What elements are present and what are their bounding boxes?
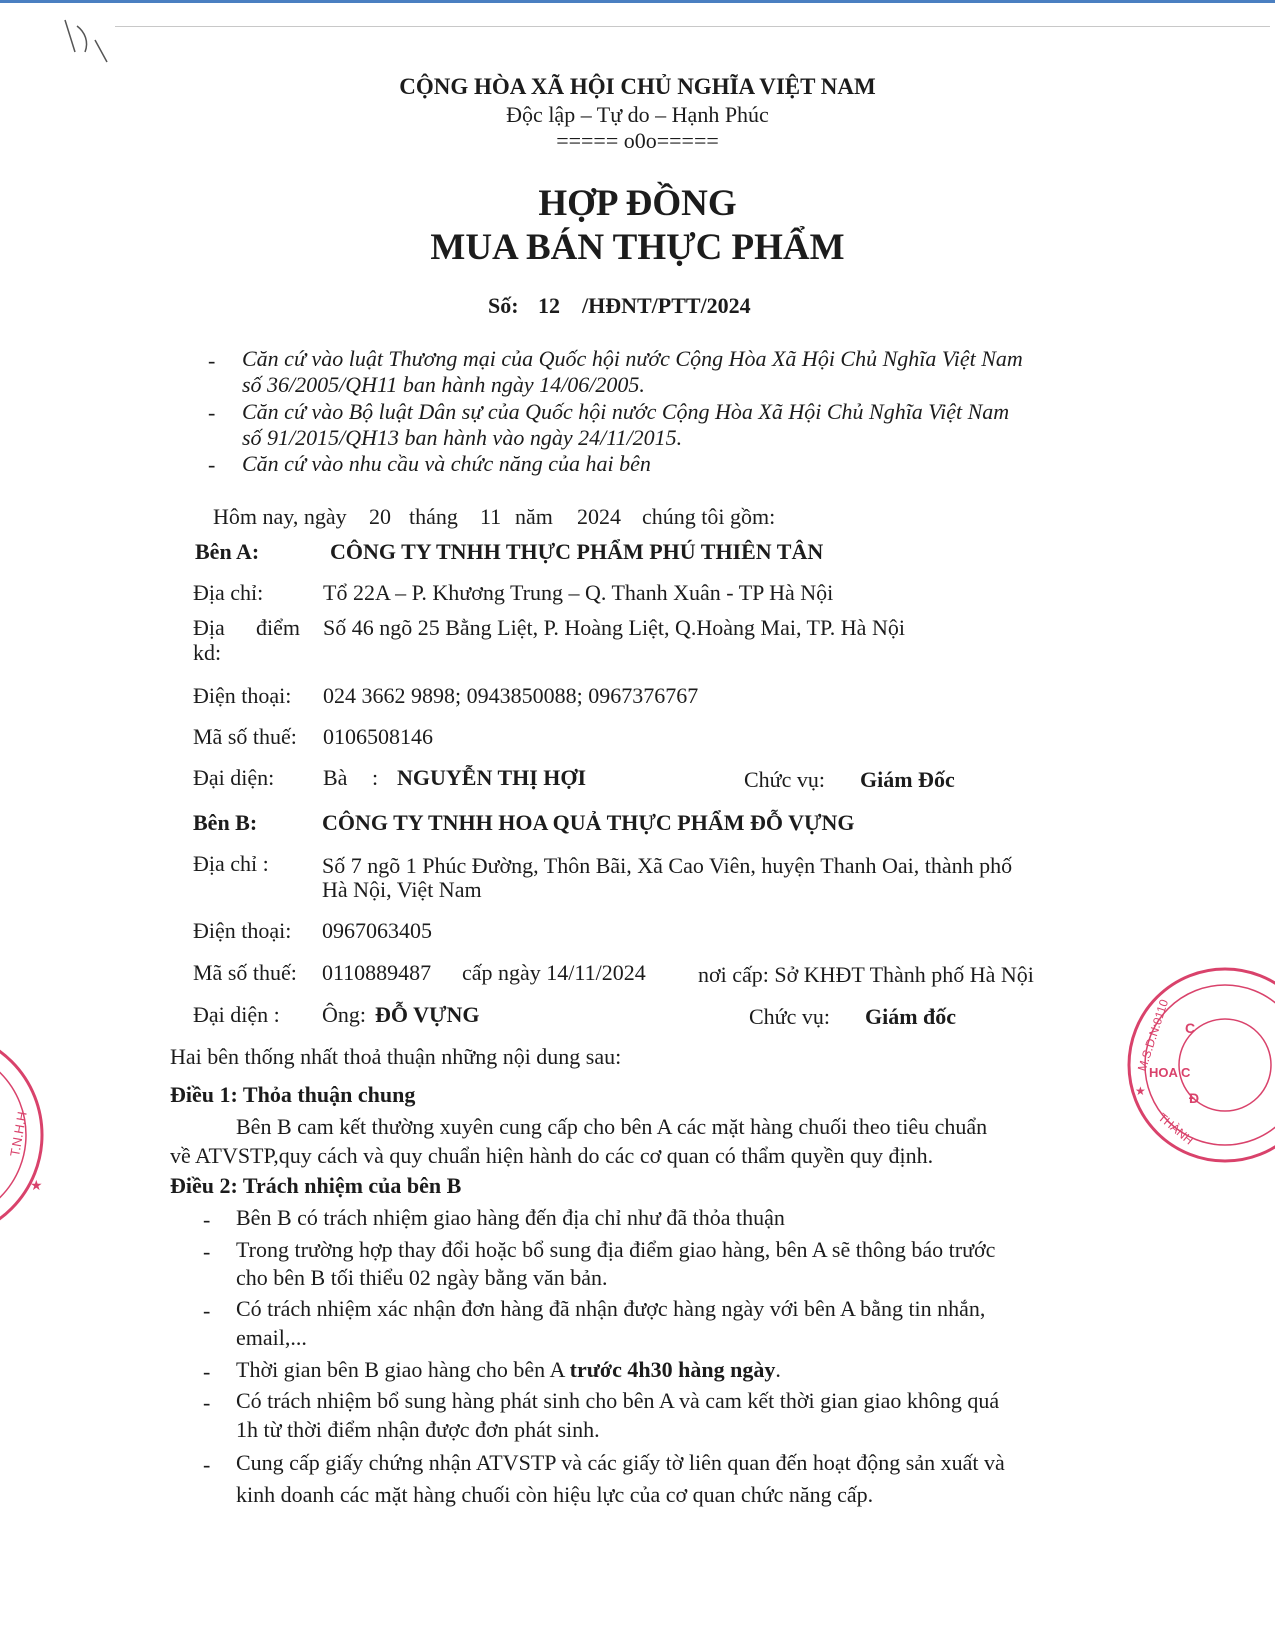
article-2-item-6-line-1: Cung cấp giấy chứng nhận ATVSTP và các giấy tờ liên quan đến hoạt động sản xuất và xyxy=(236,1450,1005,1475)
scan-fold-line xyxy=(115,26,1270,27)
party-b-rep-name: ĐỖ VỰNG xyxy=(375,1002,480,1027)
basis-1-line-1: Căn cứ vào luật Thương mại của Quốc hội nước Cộng Hòa Xã Hội Chủ Nghĩa Việt Nam xyxy=(242,346,1023,371)
party-a-biz-label-2: điểm xyxy=(256,615,300,640)
party-b-position-label: Chức vụ: xyxy=(749,1004,830,1029)
basis-1-line-2: số 36/2005/QH11 ban hành ngày 14/06/2005. xyxy=(242,372,645,397)
party-b-address-line-1: Số 7 ngõ 1 Phúc Đường, Thôn Bãi, Xã Cao Viên, huyện Thanh Oai, thành phố xyxy=(322,853,1013,878)
party-b-address-line-2: Hà Nội, Việt Nam xyxy=(322,877,482,902)
party-a-label: Bên A: xyxy=(195,539,260,564)
svg-text:★: ★ xyxy=(30,1178,43,1194)
svg-text:Đ: Đ xyxy=(1189,1090,1200,1106)
svg-text:C: C xyxy=(1185,1020,1196,1036)
article-2-item-4 xyxy=(236,1357,781,1383)
party-a-biz-label-3: kd: xyxy=(193,640,222,665)
date-year-label: năm xyxy=(515,504,553,529)
item-4-deadline: trước 4h30 hàng ngày xyxy=(569,1357,776,1382)
party-b-label: Bên B: xyxy=(193,810,258,835)
basis-3-line-1: Căn cứ vào nhu cầu và chức năng của hai bên xyxy=(242,451,651,476)
svg-text:HOA C: HOA C xyxy=(1149,1065,1191,1080)
article-2-item-3-line-1: Có trách nhiệm xác nhận đơn hàng đã nhận được hàng ngày với bên A bằng tin nhắn, xyxy=(236,1296,986,1321)
party-a-rep-name: NGUYỄN THỊ HỢI xyxy=(397,765,587,790)
contract-subtitle: MUA BÁN THỰC PHẨM xyxy=(430,227,845,268)
party-a-name: CÔNG TY TNHH THỰC PHẨM PHÚ THIÊN TÂN xyxy=(330,539,824,564)
party-b-rep-label: Đại diện : xyxy=(193,1002,280,1027)
party-a-rep-title: Bà xyxy=(323,765,348,790)
basis-2-line-2: số 91/2015/QH13 ban hành vào ngày 24/11/2015. xyxy=(242,425,683,450)
party-a-rep-colon: : xyxy=(372,765,379,790)
date-month-label: tháng xyxy=(409,504,458,529)
article-2-item-2-line-2: cho bên B tối thiểu 02 ngày bằng văn bản. xyxy=(236,1265,608,1290)
article-2-bullet: - xyxy=(203,1452,211,1477)
scan-corner-mark xyxy=(55,12,115,67)
article-2-bullet: - xyxy=(203,1298,211,1323)
party-b-issued-date: cấp ngày 14/11/2024 xyxy=(462,960,646,985)
article-2-title: Điều 2: Trách nhiệm của bên B xyxy=(170,1173,462,1198)
contract-number-value: 12 xyxy=(538,293,560,318)
party-a-position-label: Chức vụ: xyxy=(744,767,825,792)
party-a-biz-label-1: Địa xyxy=(193,615,225,640)
national-motto: Độc lập – Tự do – Hạnh Phúc xyxy=(506,102,769,127)
party-b-phone-label: Điện thoại: xyxy=(193,918,292,943)
basis-bullet: - xyxy=(208,348,216,373)
party-a-phone: 024 3662 9898; 0943850088; 0967376767 xyxy=(323,683,699,708)
party-b-tax-label: Mã số thuế: xyxy=(193,960,297,985)
basis-bullet: - xyxy=(208,452,216,477)
item-4-suffix: . xyxy=(775,1357,781,1382)
basis-2-line-1: Căn cứ vào Bộ luật Dân sự của Quốc hội nước Cộng Hòa Xã Hội Chủ Nghĩa Việt Nam xyxy=(242,399,1010,424)
contract-title: HỢP ĐỒNG xyxy=(538,183,737,224)
svg-text:T.N.H.H: T.N.H.H xyxy=(7,1110,30,1158)
party-b-issued-place: nơi cấp: Sở KHĐT Thành phố Hà Nội xyxy=(698,962,1034,987)
agreement-intro: Hai bên thống nhất thoả thuận những nội dung sau: xyxy=(170,1044,622,1069)
date-year: 2024 xyxy=(577,504,621,529)
article-2-bullet: - xyxy=(203,1239,211,1264)
article-2-item-5-line-1: Có trách nhiệm bổ sung hàng phát sinh cho bên A và cam kết thời gian giao không quá xyxy=(236,1388,1000,1413)
svg-text:M.S.D.N:0110: M.S.D.N:0110 xyxy=(1134,997,1172,1073)
party-b-tax: 0110889487 xyxy=(322,960,432,985)
article-2-bullet: - xyxy=(203,1207,211,1232)
article-2-item-1: Bên B có trách nhiệm giao hàng đến địa chỉ như đã thỏa thuận xyxy=(236,1205,785,1230)
basis-bullet: - xyxy=(208,400,216,425)
article-2-item-6-line-2: kinh doanh các mặt hàng chuối còn hiệu lực của cơ quan chức năng cấp. xyxy=(236,1482,874,1507)
party-a-biz-address: Số 46 ngõ 25 Bằng Liệt, P. Hoàng Liệt, Q.Hoàng Mai, TP. Hà Nội xyxy=(323,615,905,640)
date-suffix: chúng tôi gồm: xyxy=(642,504,776,529)
party-a-tax-label: Mã số thuế: xyxy=(193,724,297,749)
party-a-phone-label: Điện thoại: xyxy=(193,683,292,708)
company-seal-right xyxy=(1115,965,1200,1165)
contract-number-suffix: /HĐNT/PTT/2024 xyxy=(582,293,751,318)
article-2-bullet: - xyxy=(203,1359,211,1384)
country-heading: CỘNG HÒA XÃ HỘI CHỦ NGHĨA VIỆT NAM xyxy=(399,74,876,99)
company-seal-left xyxy=(0,1050,48,1220)
article-2-bullet: - xyxy=(203,1390,211,1415)
date-day: 20 xyxy=(369,504,391,529)
date-month: 11 xyxy=(480,504,502,529)
article-2-item-3-line-2: email,... xyxy=(236,1325,307,1350)
svg-text:★: ★ xyxy=(1135,1084,1146,1098)
party-b-address-label: Địa chỉ : xyxy=(193,851,269,876)
item-4-prefix: Thời gian bên B giao hàng cho bên A xyxy=(236,1357,570,1382)
date-prefix: Hôm nay, ngày xyxy=(213,504,347,529)
party-b-name: CÔNG TY TNHH HOA QUẢ THỰC PHẨM ĐỖ VỰNG xyxy=(322,810,855,835)
party-a-address: Tổ 22A – P. Khương Trung – Q. Thanh Xuân - TP Hà Nội xyxy=(323,580,834,605)
svg-text:THÀNH: THÀNH xyxy=(1155,1110,1197,1148)
party-a-rep-label: Đại diện: xyxy=(193,765,275,790)
article-1-title: Điều 1: Thỏa thuận chung xyxy=(170,1082,416,1107)
article-2-item-2-line-1: Trong trường hợp thay đổi hoặc bổ sung địa điểm giao hàng, bên A sẽ thông báo trước xyxy=(236,1237,996,1262)
article-1-line-1: Bên B cam kết thường xuyên cung cấp cho bên A các mặt hàng chuối theo tiêu chuẩn xyxy=(236,1114,988,1139)
scan-top-edge xyxy=(0,0,1275,3)
party-b-phone: 0967063405 xyxy=(322,918,432,943)
party-a-position: Giám Đốc xyxy=(860,767,955,792)
contract-number-label: Số: xyxy=(488,293,519,318)
party-a-tax: 0106508146 xyxy=(323,724,433,749)
article-1-line-2: về ATVSTP,quy cách và quy chuẩn hiện hành do các cơ quan có thẩm quyền quy định. xyxy=(170,1143,934,1168)
party-b-position: Giám đốc xyxy=(865,1004,957,1029)
article-2-item-5-line-2: 1h từ thời điểm nhận được đơn phát sinh. xyxy=(236,1417,600,1442)
header-divider: ===== o0o===== xyxy=(556,128,719,153)
party-a-address-label: Địa chỉ: xyxy=(193,580,264,605)
party-b-rep-title: Ông: xyxy=(322,1002,366,1027)
